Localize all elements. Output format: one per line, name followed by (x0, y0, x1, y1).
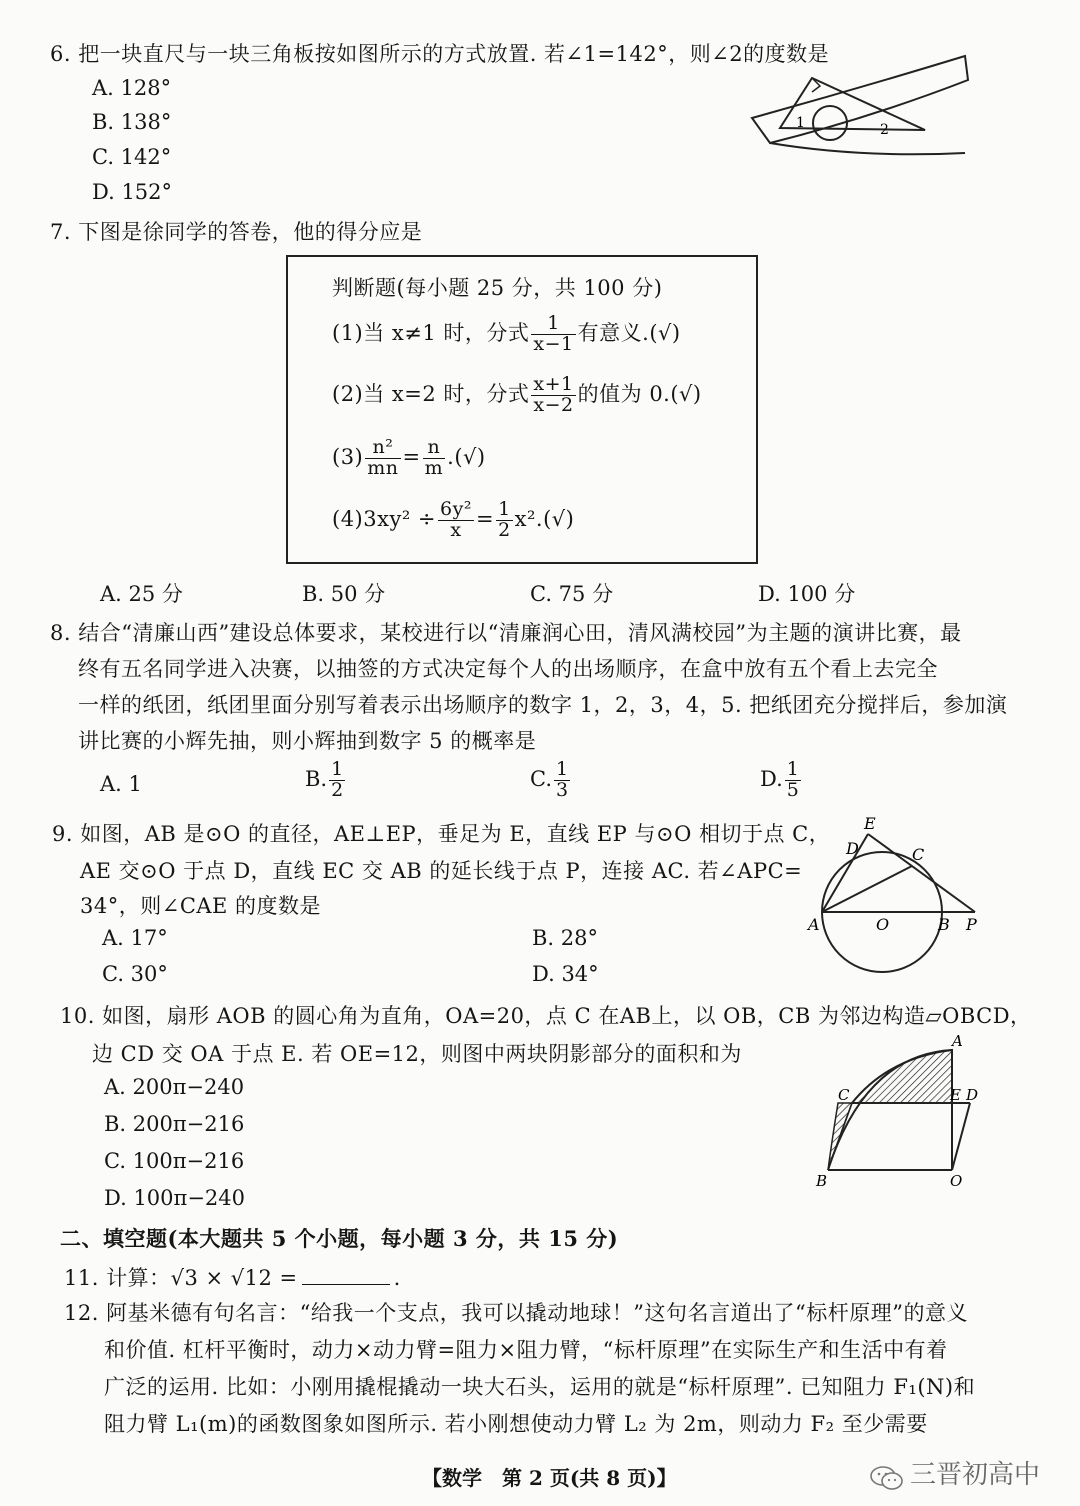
q12-line-1: 12. 阿基米德有句名言：“给我一个支点，我可以撬动地球！”这句名言道出了“标杆原理”的意义 (64, 1301, 969, 1325)
wechat-icon (870, 1465, 904, 1491)
q8-option-b-fraction (329, 760, 345, 801)
label-a: A (808, 915, 820, 934)
fraction-denominator: 2 (331, 778, 344, 801)
q6-stem: 6. 把一块直尺与一块三角板按如图所示的方式放置. 若∠1=142°，则∠2的度数是 (50, 42, 830, 66)
q9-line-2: AE 交⊙O 于点 D，直线 EC 交 AB 的延长线于点 P，连接 AC. 若∠APC= (80, 859, 803, 883)
fraction-numerator: x+1 (533, 373, 574, 395)
q7-stem: 7. 下图是徐同学的答卷，他的得分应是 (50, 220, 423, 244)
q8-line-1: 8. 结合“清廉山西”建设总体要求，某校进行以“清廉润心田，清风满校园”为主题的演讲比赛，最 (50, 621, 962, 645)
label-p: P (966, 915, 977, 934)
watermark-text: 三晋初高中 (910, 1460, 1041, 1490)
q9-option-c: C. 30° (102, 962, 168, 986)
q8-option-b (305, 760, 347, 801)
q8-option-c (530, 760, 572, 801)
q7-item-3-pre: (3) (332, 444, 364, 469)
q8-option-d (760, 760, 803, 801)
option-letter: B. (305, 766, 328, 791)
q11-answer-blank (302, 1266, 390, 1285)
q7-item-2-pre: (2)当 x=2 时，分式 (332, 381, 530, 406)
q9-option-b: B. 28° (532, 926, 599, 950)
q10-option-a: A. 200π−240 (104, 1075, 245, 1099)
ruler-lower-edge (770, 143, 965, 154)
q7-item-4-post: x².(√) (514, 506, 575, 531)
q7-item-4-fraction-right (496, 500, 513, 541)
q6-option-d: D. 152° (92, 180, 173, 204)
label-d: D (846, 839, 859, 858)
label-b: B (938, 915, 950, 934)
label-e: E (864, 814, 876, 833)
option-letter: C. (530, 766, 552, 791)
q9-circle-tangent-figure (800, 812, 990, 982)
q8-option-d-fraction (785, 760, 801, 801)
q6-option-b: B. 138° (92, 110, 172, 134)
fraction-denominator: mn (367, 456, 399, 479)
q11-period: . (393, 1266, 401, 1290)
q7-item-4-pre: (4)3xy² ÷ (332, 506, 437, 531)
q7-item-3-fraction-right (423, 438, 446, 479)
equals-sign: = (475, 506, 495, 531)
q7-item-1-fraction (531, 314, 575, 355)
label-b: B (816, 1172, 828, 1190)
q9-line-3: 34°，则∠CAE 的度数是 (80, 894, 322, 918)
q12-line-2: 和价值. 杠杆平衡时，动力×动力臂=阻力×阻力臂，“标杆原理”在实际生产和生活中有着 (104, 1338, 948, 1362)
fraction-denominator: m (424, 456, 444, 479)
fraction-denominator: x−2 (533, 393, 574, 416)
q12-line-4: 阻力臂 L₁(m)的函数图象如图所示. 若小刚想使动力臂 L₂ 为 2m，则动力 F₂ 至少需要 (104, 1412, 928, 1436)
fraction-numerator: 1 (786, 758, 799, 780)
angle-1-label: 1 (796, 115, 805, 131)
q7-option-c: C. 75 分 (530, 582, 614, 606)
fraction-numerator: n (423, 438, 446, 459)
fraction-numerator: n² (365, 438, 400, 459)
label-c: C (838, 1086, 850, 1104)
watermark (870, 1454, 1040, 1491)
q10-line-1: 10. 如图，扇形 AOB 的圆心角为直角，OA=20，点 C 在AB上，以 OB，CB 为邻边构造▱OBCD， (60, 1004, 1032, 1028)
q7-item-1-post: 有意义.(√) (577, 320, 681, 345)
q9-line-1: 9. 如图，AB 是⊙O 的直径，AE⊥EP，垂足为 E，直线 EP 与⊙O 相切于点 C， (52, 822, 831, 846)
label-e: E (950, 1086, 961, 1104)
label-c: C (912, 845, 925, 864)
q6-ruler-triangle-figure (740, 48, 975, 163)
fraction-numerator: 1 (498, 498, 511, 520)
q7-item-1-pre: (1)当 x≠1 时，分式 (332, 320, 530, 345)
fraction-denominator: x (450, 518, 462, 541)
q9-option-a: A. 17° (102, 926, 168, 950)
q11 (64, 1262, 401, 1292)
q7-item-3-fraction-left (365, 438, 400, 479)
page-footer: 【数学 第 2 页(共 8 页)】 (422, 1466, 677, 1490)
q8-line-4: 讲比赛的小辉先抽，则小辉抽到数字 5 的概率是 (78, 729, 537, 753)
q11-expression: 11. 计算：√3 × √12 = (64, 1266, 298, 1290)
q7-option-b: B. 50 分 (302, 582, 386, 606)
q7-item-3-post: .(√) (447, 444, 486, 469)
q7-item-1 (332, 314, 681, 355)
q7-item-2 (332, 375, 702, 416)
angle-2-label: 2 (880, 122, 889, 138)
q12-line-3: 广泛的运用. 比如：小刚用撬棍撬动一块大石头，运用的就是“标杆原理”. 已知阻力 F₁(N)和 (104, 1375, 976, 1399)
fraction-numerator: 1 (556, 758, 569, 780)
q9-option-d: D. 34° (532, 962, 599, 986)
equals-sign: = (402, 444, 421, 469)
fraction-denominator: x−1 (533, 332, 574, 355)
q10-option-b: B. 200π−216 (104, 1112, 245, 1136)
q8-option-a: A. 1 (100, 772, 142, 796)
option-letter: D. (760, 766, 783, 791)
q7-option-d: D. 100 分 (758, 582, 856, 606)
fraction-numerator: 6y² (440, 498, 472, 520)
q8-line-2: 终有五名同学进入决赛，以抽签的方式决定每个人的出场顺序，在盒中放有五个看上去完全 (78, 657, 938, 681)
q7-item-2-fraction (531, 375, 575, 416)
fraction-numerator: 1 (531, 314, 575, 335)
q6-option-c: C. 142° (92, 145, 172, 169)
fraction-denominator: 5 (786, 778, 799, 801)
q7-item-3 (332, 438, 486, 479)
line-do (952, 1103, 970, 1170)
fraction-denominator: 2 (498, 518, 511, 541)
q10-sector-figure (810, 1030, 990, 1190)
q8-option-c-fraction (554, 760, 570, 801)
q7-item-4-fraction-left (438, 500, 474, 541)
q7-box-title: 判断题(每小题 25 分，共 100 分) (332, 276, 663, 300)
q7-option-a: A. 25 分 (100, 582, 183, 606)
q7-item-4 (332, 500, 574, 541)
q6-option-a: A. 128° (92, 76, 172, 100)
q8-line-3: 一样的纸团，纸团里面分别写着表示出场顺序的数字 1，2，3，4，5. 把纸团充分搅拌后，参加演 (78, 693, 1008, 717)
label-a: A (952, 1032, 963, 1050)
q10-option-d: D. 100π−240 (104, 1186, 246, 1210)
label-d: D (966, 1086, 979, 1104)
fraction-numerator: 1 (331, 758, 344, 780)
q10-line-2: 边 CD 交 OA 于点 E. 若 OE=12，则图中两块阴影部分的面积和为 (92, 1042, 742, 1066)
q7-item-2-post: 的值为 0.(√) (577, 381, 702, 406)
q10-option-c: C. 100π−216 (104, 1149, 245, 1173)
section-2-title: 二、填空题(本大题共 5 个小题，每小题 3 分，共 15 分) (60, 1226, 619, 1251)
label-o: O (950, 1172, 963, 1190)
label-o: O (876, 915, 890, 934)
fraction-denominator: 3 (556, 778, 569, 801)
